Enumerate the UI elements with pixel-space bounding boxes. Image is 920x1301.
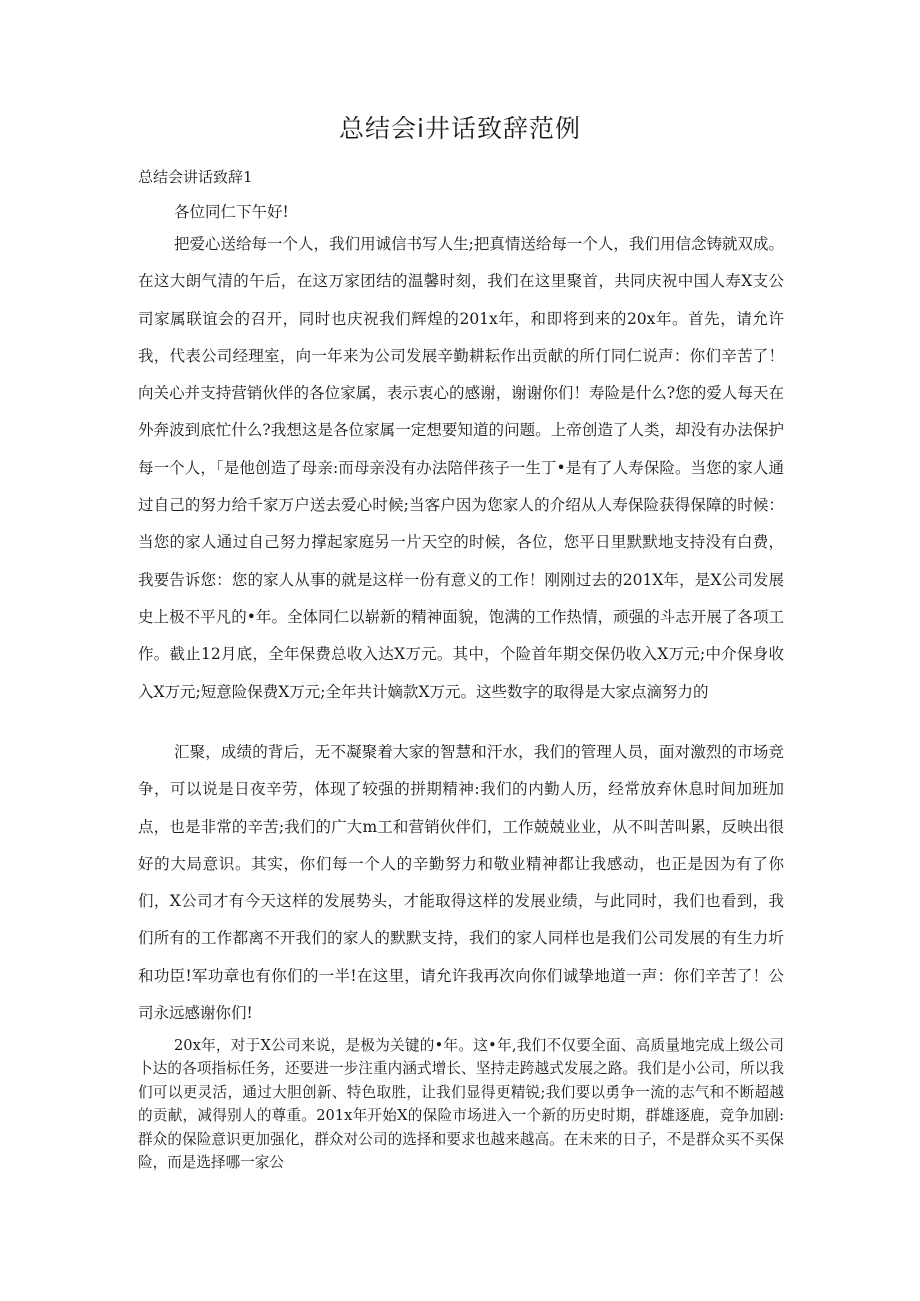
body-paragraph: 把爱心送给每一个人，我们用诚信书写人生;把真情送给每一个人，我们用信念铸就双成。在这大朗气清的午后，在这万家团结的温馨时刻，我们在这里聚首，共同庆祝中国人寿X支公司家属联谊会的召开，同时也庆祝我们辉煌的201x年，和即将到来的20x年。首先，请允许我，代表公司经理室，向一年来为公司发展辛勤耕耘作出贡献的所仃同仁说声：你们辛苦了！向关心并支持营销伙伴的各位家属，表示衷心的感谢，谢谢你们！寿险是什么?您的爱人每天在外奔波到底忙什么?我想这是各位家属一定想要知道的问题。上帝创造了人类，却没有办法保护每一个人，「是他创造了母亲:而母亲没有办法陪伴孩子一生丁•是有了人寿保险。当您的家人通过自己的努力给千家万户送去爱心时候;当客户因为您家人的介绍从人寿保险获得保障的时候：当您的家人通过自己努力撑起家庭另一片天空的时候，各位，您平日里默默地支持没有白费，我要告诉您：您的家人从事的就是这样一份有意义的工作！刚刚过去的201X年，是X公司发展史上极不平凡的•年。全体同仁以崭新的精神面貌，饱满的工作热情，顽强的斗志开展了各项工作。截止12月底，全年保费总收入达X万元。其中，个险首年期交保仍收入X万元;中介保身收入X万元;短意险保费X万元;全年共计嫡款X万元。这些数字的取得是大家点滴努力的	[138, 235, 784, 701]
body-paragraph: 20x年，对于X公司来说，是极为关键的•年。这•年,我们不仅要全面、高质量地完成上级公司卜达的各项指标任务，还要进一步注重内涵式增长、坚持走跨越式发展之路。我们是小公司，所以我们可以更灵活，通过大胆创新、特色取胜，让我们显得更精锐;我们要以勇争一流的志气和不断超越的贡献，减得别人的尊重。201x年开始X的保险市场进入一个新的历史时期，群雄逐鹿，竞争加剧:群众的保险意识更加强化，群众对公司的选择和要求也越来越高。在未来的日子，不是群众买不买保险，而是选择哪一家公	[138, 1037, 784, 1172]
greeting-line: 各位同仁下午好!	[174, 203, 289, 221]
document-title: 总结会i井话致辞范例	[339, 114, 581, 143]
body-paragraph: 汇聚，成绩的背后，无不凝聚着大家的智慧和汗水，我们的管理人员，面对激烈的市场竞争，可以说是日夜辛劳，体现了较强的拼期精神:我们的内勤人历，经常放弃休息时间加班加点，也是非常的辛苦;我们的广大m工和营销伙伴们，工作兢兢业业，从不叫苦叫累，反映出很好的大局意识。其实，你们每一个人的辛勤努力和敬业精神都让我感动，也正是因为有了你们，X公司才有今天这样的发展势头，才能取得这样的发展业绩，与此同时，我们也看到，我们所有的工作都离不开我们的家人的默默支持，我们的家人同样也是我们公司发展的有生力圻和功臣!军功章也有你们的一半!在这里，请允许我再次向你们诚挚地道一声：你们辛苦了！公司永远感谢你们!	[138, 743, 784, 1023]
section-heading: 总结会讲话致辞1	[138, 168, 253, 186]
